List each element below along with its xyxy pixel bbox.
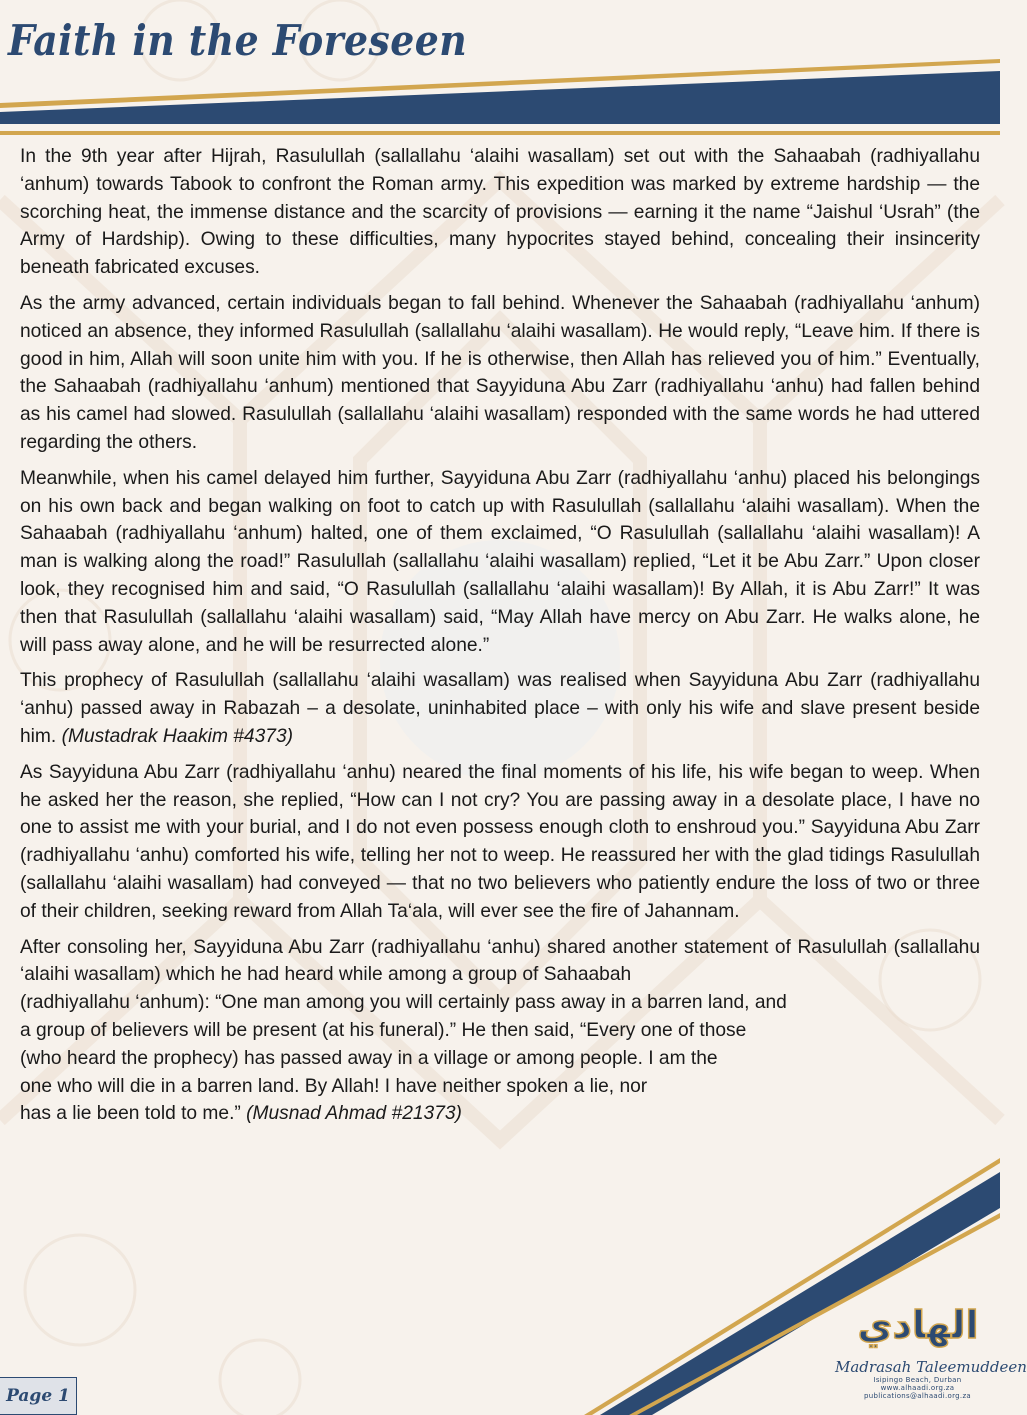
paragraph (20, 667, 980, 750)
header-gold-rule (0, 131, 1000, 135)
paragraph-line: one who will die in a barren land. By Allah! I have neither spoken a lie, nor (20, 1075, 648, 1097)
citation: (Musnad Ahmad #21373) (246, 1103, 462, 1125)
paragraph-text: After consoling her, Sayyiduna Abu Zarr (radhiyallahu ‘anhu) shared another statement of Rasulullah (sallallahu ‘alaihi wasallam) which he had heard while among a group of Sahaabah (20, 936, 980, 986)
paragraph: In the 9th year after Hijrah, Rasulullah (sallallahu ‘alaihi wasallam) set out with the Sahaabah (radhiyallahu ‘anhum) towards Tabook to confront the Roman army. This expedition was marked by extreme hardship — the scorching heat, the immense distance and the scarcity of provisions — earning it the name “Jaishul ‘Usrah” (the Army of Hardship). Owing to these difficulties, many hypocrites stayed behind, concealing their insincerity beneath fabricated excuses. (20, 146, 980, 279)
page-title: Faith in the Foreseen (8, 16, 468, 65)
paragraph: As the army advanced, certain individuals began to fall behind. Whenever the Sahaabah (radhiyallahu ‘anhum) noticed an absence, they informed Rasulullah (sallallahu ‘alaihi wasallam). He would reply, “Leave him. If there is good in him, Allah will soon unite him with you. If he is otherwise, then Allah has relieved you of him.” Eventually, the Sahaabah (radhiyallahu ‘anhum) mentioned that Sayyiduna Abu Zarr (radhiyallahu ‘anhu) had fallen behind as his camel had slowed. Rasulullah (sallallahu ‘alaihi wasallam) responded with the same words he had uttered regarding the others. (20, 292, 980, 453)
paragraph: As Sayyiduna Abu Zarr (radhiyallahu ‘anhu) neared the final moments of his life, his wife began to weep. When he asked her the reason, she replied, “How can I not cry? You are passing away in a desolate place, I have no one to assist me with your burial, and I do not even possess enough cloth to enshroud you.” Sayyiduna Abu Zarr (radhiyallahu ‘anhu) comforted his wife, telling her not to weep. He reassured her with the glad tidings Rasulullah (sallallahu ‘alaihi wasallam) had conveyed — that no two believers who patiently endure the loss of two or three of their children, seeking reward from Allah Ta‘ala, will ever see the fire of Jahannam. (20, 761, 980, 922)
paragraph-line: (radhiyallahu ‘anhum): “One man among you will certainly pass away in a barren land, and (20, 992, 787, 1014)
paragraph-line (20, 1100, 980, 1128)
madrasah-logo (835, 1288, 1027, 1415)
paragraph-line: a group of believers will be present (at his funeral).” He then said, “Every one of those (20, 1019, 747, 1041)
page-number: Page 1 (6, 1386, 70, 1406)
logo-website[interactable]: www.alhaadi.org.za (880, 1384, 955, 1392)
page-number-badge (0, 1377, 77, 1415)
citation: (Mustadrak Haakim #4373) (61, 725, 294, 747)
logo-arabic-text: الهادي (857, 1303, 978, 1347)
logo-location: Isipingo Beach, Durban (873, 1376, 962, 1384)
alhaadi-calligraphy-logo (857, 1288, 978, 1360)
logo-name: Madrasah Taleemuddeen (835, 1358, 1027, 1376)
last-paragraph (20, 934, 980, 1129)
article-body (20, 143, 980, 1128)
paragraph-text: This prophecy of Rasulullah (sallallahu ‘alaihi wasallam) was realised when Sayyiduna Abu Zarr (radhiyallahu ‘anhu) passed away in Rabazah – a desolate, uninhabited place – with only his wife and slave present beside him. (20, 670, 980, 747)
paragraph-line: (who heard the prophecy) has passed away in a village or among people. I am the (20, 1047, 718, 1069)
paragraph-text: has a lie been told to me.” (20, 1103, 247, 1125)
logo-email[interactable]: publications@alhaadi.org.za (863, 1392, 972, 1400)
paragraph: Meanwhile, when his camel delayed him further, Sayyiduna Abu Zarr (radhiyallahu ‘anhu) placed his belongings on his own back and began walking on foot to catch up with Rasulullah (sallallahu ‘alaihi wasallam). When the Sahaabah (radhiyallahu ‘anhum) halted, one of them exclaimed, “O Rasulullah (sallallahu ‘alaihi wasallam)! A man is walking along the road!” Rasulullah (sallallahu ‘alaihi wasallam) replied, “Let it be Abu Zarr.” Upon closer look, they recognised him and said, “O Rasulullah (sallallahu ‘alaihi wasallam)! By Allah, it is Abu Zarr!” It was then that Rasulullah (sallallahu ‘alaihi wasallam) said, “May Allah have mercy on Abu Zarr. He walks alone, he will pass away alone, and he will be resurrected alone.” (20, 467, 980, 656)
